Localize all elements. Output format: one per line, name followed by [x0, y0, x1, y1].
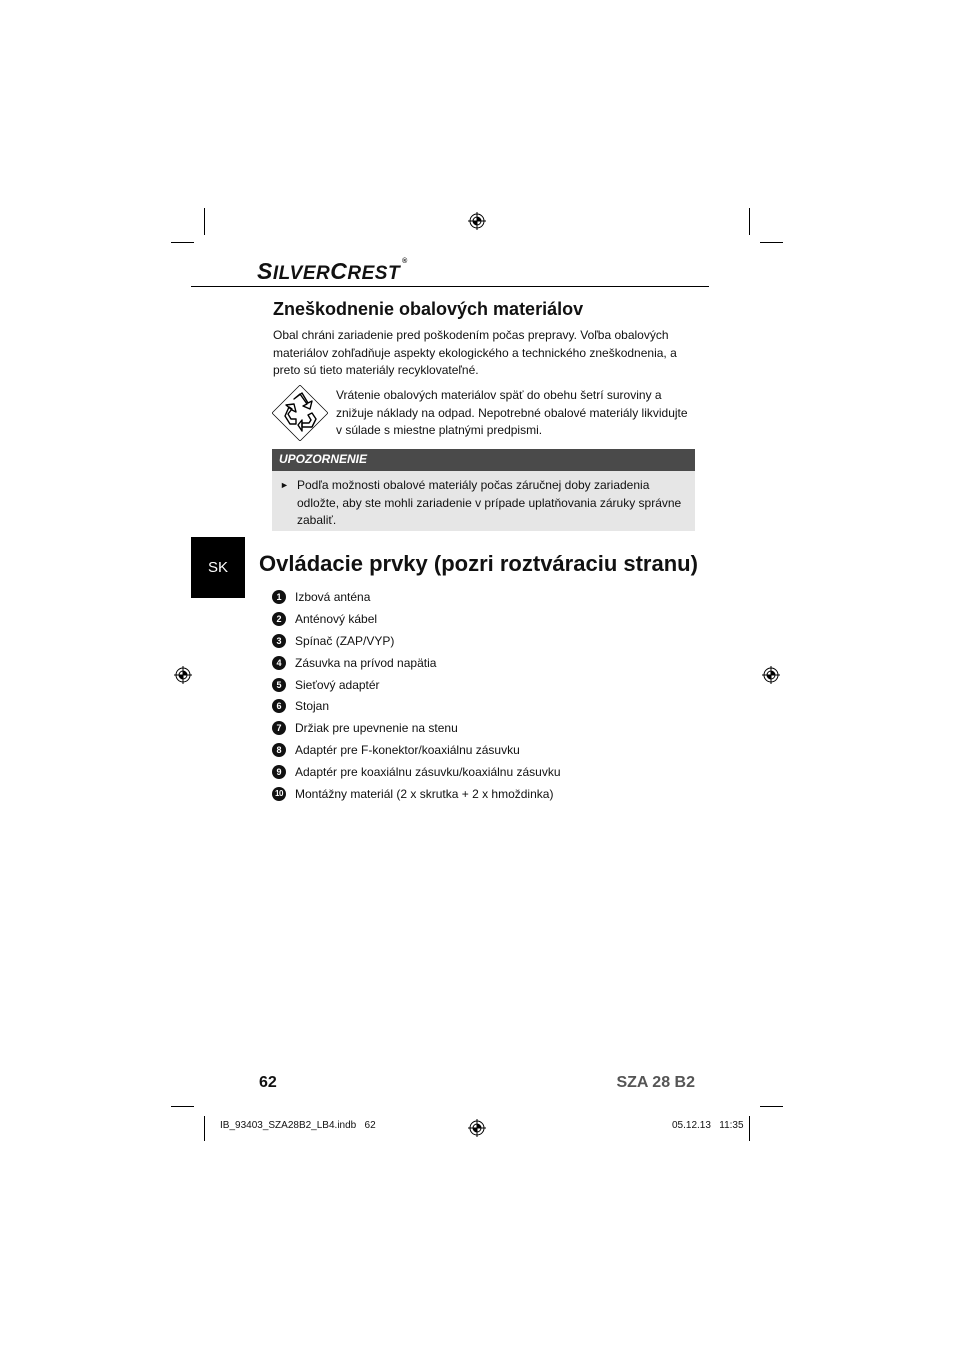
- note-box: [272, 471, 695, 531]
- registration-mark-icon: [468, 1119, 486, 1137]
- controls-list: [272, 586, 561, 805]
- crop-mark: [171, 1106, 194, 1107]
- item-label: Sieťový adaptér: [295, 677, 380, 692]
- list-item: [272, 608, 561, 630]
- crop-mark: [760, 1106, 783, 1107]
- page-number: 62: [259, 1074, 277, 1091]
- registration-mark-icon: [762, 666, 780, 684]
- section-heading-packaging: Zneškodnenie obalových materiálov: [273, 299, 584, 319]
- crop-mark: [760, 242, 783, 243]
- list-item: [272, 739, 561, 761]
- brand-logo: SILVERCREST®: [257, 258, 408, 284]
- list-item: [272, 630, 561, 652]
- item-label: Anténový kábel: [295, 611, 378, 626]
- item-number-badge: 2: [272, 612, 286, 626]
- item-label: Adaptér pre koaxiálnu zásuvku/koaxiálnu zásuvku: [295, 765, 561, 780]
- list-item: [272, 695, 561, 717]
- crop-mark: [204, 1116, 205, 1141]
- registration-mark-icon: [468, 212, 486, 230]
- item-label: Montážny materiál (2 x skrutka + 2 x hmoždinka): [295, 786, 554, 801]
- item-label: Izbová anténa: [295, 589, 371, 604]
- list-item: [272, 761, 561, 783]
- section-heading-controls: Ovládacie prvky (pozri roztváraciu stranu): [259, 551, 698, 576]
- crop-mark: [171, 242, 194, 243]
- item-number-badge: 8: [272, 743, 286, 757]
- item-number-badge: 10: [272, 787, 286, 801]
- item-number-badge: 4: [272, 656, 286, 670]
- print-datetime: 05.12.13 11:35: [672, 1120, 744, 1131]
- print-file-info: IB_93403_SZA28B2_LB4.indb 62: [220, 1120, 376, 1131]
- list-item: [272, 783, 561, 805]
- header-rule: [191, 286, 709, 287]
- item-number-badge: 9: [272, 765, 286, 779]
- item-label: Zásuvka na prívod napätia: [295, 655, 437, 670]
- item-label: Držiak pre upevnenie na stenu: [295, 721, 458, 736]
- item-number-badge: 3: [272, 634, 286, 648]
- item-label: Stojan: [295, 699, 330, 714]
- item-label: Spínač (ZAP/VYP): [295, 633, 395, 648]
- recycle-icon: [272, 385, 328, 441]
- list-item: [272, 717, 561, 739]
- list-item: [272, 586, 561, 608]
- item-number-badge: 5: [272, 678, 286, 692]
- language-tab: SK: [191, 537, 245, 598]
- model-name: SZA 28 B2: [616, 1074, 695, 1091]
- list-item: [272, 674, 561, 696]
- list-item: [272, 652, 561, 674]
- item-number-badge: 1: [272, 590, 286, 604]
- packaging-paragraph: Obal chráni zariadenie pred poškodením počas prepravy. Voľba obalových materiálov zohľadňuje aspekty ekologického a technického zneškodnenia, a preto sú tieto materiály recyklovateľné.: [273, 328, 677, 377]
- crop-mark: [749, 208, 750, 235]
- registration-mark-icon: [174, 666, 192, 684]
- note-text: Podľa možnosti obalové materiály počas záručnej doby zariadenia odložte, aby ste mohli zariadenie v prípade uplatňovania záruky správne zabaliť.: [297, 478, 682, 527]
- crop-mark: [749, 1116, 750, 1141]
- recycle-text: Vrátenie obalových materiálov späť do obehu šetrí suroviny a znižuje náklady na odpad. Nepotrebné obalové materiály likvidujte v súlade s miestne platnými predpismi.: [336, 388, 688, 437]
- crop-mark: [204, 208, 205, 235]
- note-heading: UPOZORNENIE: [272, 449, 695, 471]
- bullet-arrow-icon: ►: [280, 480, 289, 490]
- item-number-badge: 7: [272, 721, 286, 735]
- item-number-badge: 6: [272, 699, 286, 713]
- item-label: Adaptér pre F-konektor/koaxiálnu zásuvku: [295, 743, 520, 758]
